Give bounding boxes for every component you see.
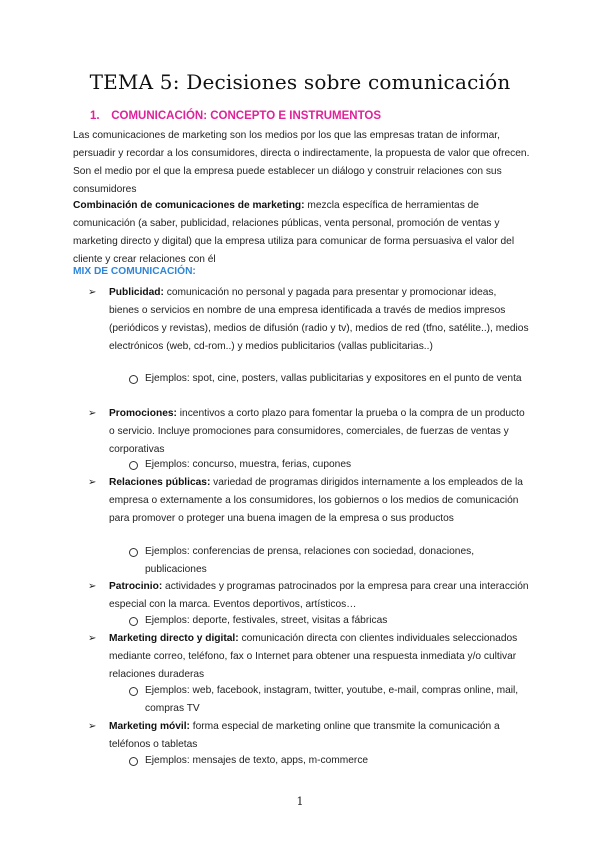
arrow-bullet-icon: ➢ — [88, 408, 97, 419]
item-term: Publicidad: — [109, 287, 164, 298]
item-term: Relaciones públicas: — [109, 477, 211, 488]
page-number: 1 — [296, 795, 304, 808]
item-example: Ejemplos: conferencias de prensa, relaciones con sociedad, donaciones, publicaciones — [145, 546, 475, 575]
mix-item-relaciones-publicas — [109, 474, 529, 528]
item-term: Marketing móvil: — [109, 721, 190, 732]
document-title: TEMA 5: Decisiones sobre comunicación — [89, 70, 511, 94]
mix-item-publicidad — [109, 284, 529, 356]
section-heading-text: COMUNICACIÓN: CONCEPTO E INSTRUMENTOS — [111, 110, 382, 122]
item-text: forma especial de marketing online que transmite la comunicación a teléfonos o tabletas — [109, 721, 500, 750]
mix-heading: MIX DE COMUNICACIÓN: — [73, 266, 196, 277]
section-number: 1. — [90, 110, 100, 122]
item-text: comunicación directa con clientes individuales seleccionados mediante correo, teléfono, fax o Internet para obtener una respuesta inmediata y/o cultivar relaciones duraderas — [109, 633, 518, 680]
circle-bullet-icon — [129, 461, 138, 470]
mix-item-patrocinio — [109, 578, 529, 614]
arrow-bullet-icon: ➢ — [88, 721, 97, 732]
item-example: Ejemplos: deporte, festivales, street, visitas a fábricas — [145, 615, 388, 626]
combination-paragraph — [73, 197, 533, 269]
circle-bullet-icon — [129, 375, 138, 384]
section-heading — [90, 110, 381, 122]
circle-bullet-icon — [129, 617, 138, 626]
arrow-bullet-icon: ➢ — [88, 477, 97, 488]
item-example: Ejemplos: spot, cine, posters, vallas publicitarias y expositores en el punto de venta — [145, 373, 522, 384]
combination-term: Combinación de comunicaciones de marketing: — [73, 200, 305, 211]
arrow-bullet-icon: ➢ — [88, 633, 97, 644]
combination-text: mezcla específica de herramientas de comunicación (a saber, publicidad, relaciones públicas, venta personal, promoción de ventas y marketing directo y digital) que la empresa utiliza para comunicar de forma persuasiva el valor del cliente y crear relaciones con él — [73, 200, 515, 265]
item-text: actividades y programas patrocinados por la empresa para crear una interacción especial con la marca. Eventos deportivos, artísticos… — [109, 581, 529, 610]
circle-bullet-icon — [129, 548, 138, 557]
item-term: Promociones: — [109, 408, 177, 419]
mix-item-marketing-directo — [109, 630, 529, 684]
item-example: Ejemplos: mensajes de texto, apps, m-commerce — [145, 755, 369, 766]
item-text: comunicación no personal y pagada para presentar y promocionar ideas, bienes o servicios en nombre de una empresa identificada a través de medios impresos (periódicos y revistas), medios de difusión (radio y tv), medios de red (tfno, satélite..), medios electrónicos (web, cd-rom..) y medios publicitarios (vallas publicitarias..) — [109, 287, 529, 352]
intro-paragraph: Las comunicaciones de marketing son los medios por los que las empresas tratan de informar, persuadir y recordar a los consumidores, directa o indirectamente, la propuesta de valor que ofrecen. Son el medio por el que la empresa puede establecer un diálogo y construir relaciones con sus consumidores — [73, 130, 530, 195]
arrow-bullet-icon: ➢ — [88, 581, 97, 592]
circle-bullet-icon — [129, 757, 138, 766]
item-term: Marketing directo y digital: — [109, 633, 239, 644]
item-example: Ejemplos: web, facebook, instagram, twitter, youtube, e-mail, compras online, mail, compras TV — [145, 685, 519, 714]
mix-item-promociones — [109, 405, 529, 459]
item-term: Patrocinio: — [109, 581, 163, 592]
item-text: variedad de programas dirigidos internamente a los empleados de la empresa o externamente a los consumidores, los gobiernos o los medios de comunicación para promover o proteger una buena imagen de la empresa o sus productos — [109, 477, 523, 524]
mix-item-marketing-movil — [109, 718, 529, 754]
circle-bullet-icon — [129, 687, 138, 696]
arrow-bullet-icon: ➢ — [88, 287, 97, 298]
item-example: Ejemplos: concurso, muestra, ferias, cupones — [145, 459, 352, 470]
item-text: incentivos a corto plazo para fomentar la prueba o la compra de un producto o servicio. Incluye promociones para consumidores, comerciales, de fuerzas de ventas y corporativas — [109, 408, 525, 455]
